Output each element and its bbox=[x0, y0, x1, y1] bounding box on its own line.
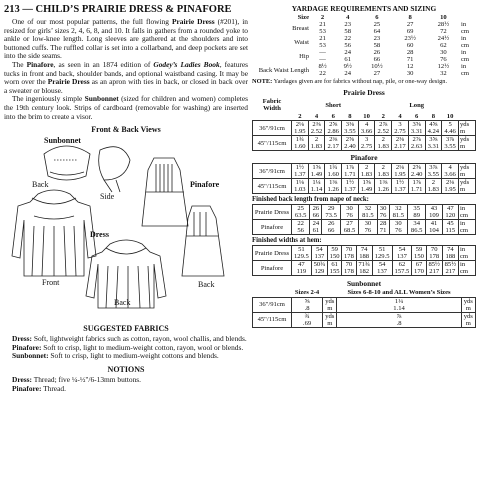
row-label: 36"/91cm bbox=[253, 121, 292, 136]
table-cell: 51 129.5 bbox=[292, 246, 312, 261]
table-row bbox=[253, 205, 476, 220]
measurement-cell: 21 53 bbox=[319, 21, 326, 36]
table-cell: 3⅞ 3.55 bbox=[442, 136, 459, 151]
size-cell: 6 bbox=[415, 112, 419, 120]
intro-paragraph-3: The ingeniously simple Sunbonnet (sized for children and women) completes the 19th century look. Strips of cardboard (removable for washing) are inserted into the brim to create a visor. bbox=[4, 94, 248, 121]
label-pinafore-back: Back bbox=[198, 280, 215, 290]
table-cell: 47 120 bbox=[442, 205, 458, 220]
intro-paragraph-1: One of our most popular patterns, the full flowing Prairie Dress (#201), in resized for girls’ sizes 2, 4, 6, 8, and 10. It falls in gathers from a rounded yoke to ankle or low-knee length. Long sleeves are gathered at the shoulders and into buttoned cuffs. The ruffled collar is set into a collarband, and deep pockets are set into the side seams. bbox=[4, 17, 248, 61]
prairie-dress-heading: Prairie Dress bbox=[343, 88, 385, 97]
table-cell: 2 1.83 bbox=[425, 179, 442, 194]
table-cell: 70 178 bbox=[342, 261, 356, 276]
table-cell: 1½ 1.37 bbox=[292, 164, 309, 179]
measurement-row bbox=[252, 49, 476, 63]
fabrics-heading: SUGGESTED FABRICS bbox=[83, 324, 169, 334]
widths-hem-heading: Finished widths at hem: bbox=[252, 237, 322, 245]
views-heading: Front & Back Views bbox=[91, 125, 161, 135]
yardage-heading: YARDAGE REQUIREMENTS AND SIZING bbox=[291, 4, 437, 13]
table-row bbox=[253, 136, 476, 151]
table-cell: 1⅞ 1.71 bbox=[342, 164, 359, 179]
table-cell: 74 188 bbox=[442, 246, 458, 261]
table-cell: 4⅝ 4.24 bbox=[425, 121, 442, 136]
unit-cell: yds m bbox=[459, 179, 476, 194]
measurement-cell: 8½ 22 bbox=[318, 63, 327, 78]
table-cell: 22 56 bbox=[292, 220, 310, 235]
table-cell: 34 86.5 bbox=[408, 220, 426, 235]
table-cell: 32 81.5 bbox=[389, 205, 407, 220]
row-label: Prairie Dress bbox=[253, 246, 292, 261]
table-cell: 28 71 bbox=[377, 220, 389, 235]
pattern-title: 213 — CHILD’S PRAIRIE DRESS & PINAFORE bbox=[4, 4, 232, 15]
unit-cell: in cm bbox=[459, 205, 476, 220]
size-cell: 4 bbox=[398, 112, 402, 120]
table-row bbox=[253, 121, 476, 136]
unit-cell: yds m bbox=[323, 297, 337, 312]
size-label: Size bbox=[297, 14, 309, 21]
table-cell: 2⅜ 2.17 bbox=[392, 136, 409, 151]
table-cell: 1½ 1.37 bbox=[342, 179, 359, 194]
table-cell: 2⅞ 2.63 bbox=[408, 136, 425, 151]
size-cell: 10 bbox=[440, 14, 447, 21]
table-cell: 25 63.5 bbox=[292, 205, 310, 220]
size-cell: 8 bbox=[431, 112, 435, 120]
table-cell: 4 3.66 bbox=[442, 164, 459, 179]
measurement-cell: 27 69 bbox=[406, 21, 414, 36]
measurement-cell: 10½ 27 bbox=[371, 63, 383, 78]
sunbonnet-row bbox=[253, 312, 476, 327]
table-cell: 59 150 bbox=[412, 246, 426, 261]
measurement-name: Waist bbox=[294, 38, 309, 46]
table-cell: 3⅞ 3.55 bbox=[425, 164, 442, 179]
table-cell: 2⅛ 1.95 bbox=[392, 164, 409, 179]
label-dress-front: Front bbox=[42, 278, 60, 288]
measurement-cell: — — bbox=[319, 49, 326, 64]
table-cell: 59 150 bbox=[327, 246, 341, 261]
measurement-cell: 23½ 60 bbox=[404, 35, 416, 50]
label-dress-back: Back bbox=[114, 298, 131, 308]
unit-cell: yds m bbox=[459, 136, 476, 151]
size-cell: 4 bbox=[346, 14, 350, 21]
table-cell: 24 61 bbox=[310, 220, 322, 235]
label-sunbonnet-side: Side bbox=[100, 192, 115, 202]
measurement-cell: 28½ 72 bbox=[437, 21, 450, 36]
table-cell: 2⅝ 2.86 bbox=[325, 121, 342, 136]
table-cell: ⅝ .8 bbox=[292, 297, 323, 312]
measurement-cell: 23 58 bbox=[344, 21, 351, 36]
notions-heading: NOTIONS bbox=[107, 364, 145, 374]
row-label: Pinafore bbox=[253, 261, 292, 276]
table-cell: 29 73.5 bbox=[322, 205, 340, 220]
pinafore-heading: Pinafore bbox=[350, 153, 378, 163]
table-cell: 71¾ 182 bbox=[356, 261, 372, 276]
table-cell: 1⅝ 1.49 bbox=[358, 179, 375, 194]
row-label: 36"/91cm bbox=[253, 164, 292, 179]
measurement-row bbox=[252, 35, 476, 49]
table-cell: 30 76 bbox=[389, 220, 407, 235]
table-cell: 2⅞ 2.52 bbox=[375, 121, 392, 136]
pinafore-table bbox=[252, 163, 476, 194]
unit-cell: in cm bbox=[461, 35, 470, 50]
table-cell: 2 1.83 bbox=[308, 136, 325, 151]
measurement-cell: 22 56 bbox=[344, 35, 351, 50]
table-cell: 35 89 bbox=[408, 205, 426, 220]
measurement-cell: 9½ 24 bbox=[343, 63, 352, 78]
widths-hem-table bbox=[252, 245, 476, 276]
table-cell: 67 170 bbox=[412, 261, 426, 276]
table-cell: 30 76 bbox=[359, 220, 377, 235]
measurement-cell: 21 53 bbox=[319, 35, 326, 50]
unit-cell: in cm bbox=[461, 21, 470, 36]
size-cell: 6 bbox=[331, 112, 335, 120]
fabric-sunbonnet: Sunbonnet: Soft to crisp, light to medium-weight cottons and blends. bbox=[12, 351, 219, 361]
measurement-cell: 24½ 62 bbox=[437, 35, 450, 50]
table-cell: ¾ .69 bbox=[292, 312, 323, 327]
table-cell: 54 137 bbox=[311, 246, 327, 261]
table-cell: 1⅞ 1.71 bbox=[408, 179, 425, 194]
table-cell: 3⅝ 3.31 bbox=[425, 136, 442, 151]
table-cell: 61 155 bbox=[327, 261, 341, 276]
measurement-row bbox=[252, 63, 476, 77]
row-label: 36"/91cm bbox=[253, 297, 292, 312]
unit-cell: in cm bbox=[459, 246, 476, 261]
table-cell: 1⅜ 1.26 bbox=[375, 179, 392, 194]
left-column bbox=[4, 4, 248, 476]
table-cell: 4 3.66 bbox=[358, 121, 375, 136]
yardage-note: NOTE: Yardages given are for fabrics without nap, pile, or one-way design. bbox=[252, 78, 448, 86]
sunbonnet-col2: Sizes 6-8-10 and ALL Women’s Sizes bbox=[347, 289, 451, 297]
table-cell: 54 137 bbox=[392, 246, 412, 261]
table-cell: 2⅝ 2.40 bbox=[342, 136, 359, 151]
fabric-dress: Dress: Soft, lightweight fabrics such as cotton, rayon, wool challis, and blends. bbox=[12, 334, 247, 344]
unit-cell: in cm bbox=[459, 220, 476, 235]
table-cell: 1¾ 1.60 bbox=[325, 164, 342, 179]
unit-cell: yds m bbox=[459, 164, 476, 179]
measurement-name: Hip bbox=[299, 52, 309, 60]
unit-cell: in cm bbox=[461, 63, 470, 78]
size-cell: 8 bbox=[408, 14, 412, 21]
table-row bbox=[253, 261, 476, 276]
table-cell: 26 66 bbox=[310, 205, 322, 220]
measurement-cell: 12 30 bbox=[406, 63, 414, 78]
table-cell: 51 129.5 bbox=[372, 246, 392, 261]
measurement-cell: 26 66 bbox=[373, 49, 381, 64]
fabric-width-label: Fabric Width bbox=[262, 98, 282, 113]
table-cell: 2⅛ 1.95 bbox=[292, 121, 309, 136]
measurement-cell: 28 71 bbox=[406, 49, 414, 64]
fabric-pinafore: Pinafore: Soft to crisp, light to medium-weight cotton, rayon, wool or blends. bbox=[12, 342, 244, 352]
table-cell: 74 188 bbox=[356, 246, 372, 261]
unit-cell: yds m bbox=[461, 297, 475, 312]
long-label: Long bbox=[409, 101, 425, 109]
size-header-row bbox=[252, 14, 476, 21]
table-cell: 1⅝ 1.49 bbox=[308, 164, 325, 179]
garment-illustrations bbox=[4, 136, 248, 312]
table-cell: 1¼ 1.14 bbox=[337, 297, 461, 312]
measurement-cell: 30 76 bbox=[440, 49, 447, 64]
sunbonnet-col1: Sizes 2-4 bbox=[294, 289, 320, 297]
table-row bbox=[253, 220, 476, 235]
unit-cell: in cm bbox=[461, 49, 470, 64]
table-cell: 45 115 bbox=[442, 220, 458, 235]
table-cell: 85½ 217 bbox=[426, 261, 442, 276]
label-pinafore: Pinafore bbox=[190, 180, 220, 190]
table-cell: 54 137 bbox=[372, 261, 392, 276]
measurement-name: Back Waist Length bbox=[258, 66, 309, 74]
notion-pinafore: Pinafore: Thread. bbox=[12, 383, 66, 393]
table-cell: 43 109 bbox=[426, 205, 442, 220]
notion-dress: Dress: Thread; five ¼-½"/6-13mm buttons. bbox=[12, 374, 141, 384]
size-cell: 6 bbox=[375, 14, 379, 21]
sunbonnet-side-drawing bbox=[99, 147, 130, 180]
size-cell: 2 bbox=[298, 112, 302, 120]
prairie-dress-table bbox=[252, 98, 476, 151]
measurement-row bbox=[252, 21, 476, 35]
unit-cell: in cm bbox=[459, 261, 476, 276]
table-cell: 41 104 bbox=[426, 220, 442, 235]
table-cell: 85½ 217 bbox=[442, 261, 458, 276]
sizing-table bbox=[252, 14, 476, 77]
table-cell: 1¾ 1.60 bbox=[292, 136, 309, 151]
table-cell: 1⅛ 1.03 bbox=[292, 179, 309, 194]
table-cell: 30 76 bbox=[377, 205, 389, 220]
table-cell: 3⅜ 3.55 bbox=[342, 121, 359, 136]
table-cell: 3⅝ 3.31 bbox=[408, 121, 425, 136]
sunbonnet-table bbox=[252, 289, 476, 327]
size-cell: 2 bbox=[381, 112, 385, 120]
size-cell: 4 bbox=[314, 112, 319, 120]
measurement-cell: 23 58 bbox=[373, 35, 381, 50]
unit-cell: yds m bbox=[461, 312, 475, 327]
sunbonnet-heading: Sunbonnet bbox=[346, 279, 382, 289]
unit-cell: yds m bbox=[459, 121, 476, 136]
row-label: Prairie Dress bbox=[253, 205, 292, 220]
back-length-heading: Finished back length from nape of neck: bbox=[252, 196, 369, 204]
size-cell: 10 bbox=[363, 112, 370, 120]
table-row bbox=[253, 246, 476, 261]
table-cell: 47 119 bbox=[292, 261, 312, 276]
table-cell: 62 157.5 bbox=[392, 261, 412, 276]
row-label: 45"/115cm bbox=[253, 312, 292, 327]
table-cell: 30 76 bbox=[340, 205, 358, 220]
table-cell: 2 1.83 bbox=[358, 164, 375, 179]
table-cell: 2 1.83 bbox=[375, 164, 392, 179]
measurement-cell: 25 64 bbox=[373, 21, 381, 36]
table-cell: 70 178 bbox=[426, 246, 442, 261]
table-cell: 32 81.5 bbox=[359, 205, 377, 220]
table-cell: 5 4.46 bbox=[442, 121, 459, 136]
table-cell: 2 1.83 bbox=[375, 136, 392, 151]
row-label: 45"/115cm bbox=[253, 179, 292, 194]
right-column bbox=[252, 4, 476, 476]
row-label: Pinafore bbox=[253, 220, 292, 235]
short-label: Short bbox=[325, 101, 342, 109]
table-cell: 3 2.75 bbox=[392, 121, 409, 136]
measurement-name: Breast bbox=[292, 24, 309, 32]
table-cell: 1½ 1.37 bbox=[392, 179, 409, 194]
label-sunbonnet: Sunbonnet bbox=[44, 136, 81, 146]
table-cell: 27 68.5 bbox=[340, 220, 358, 235]
table-cell: 3 2.75 bbox=[358, 136, 375, 151]
measurement-cell: 24 61 bbox=[344, 49, 351, 64]
table-cell: 2⅜ 2.17 bbox=[325, 136, 342, 151]
pinafore-back-drawing bbox=[182, 206, 224, 276]
sunbonnet-row bbox=[253, 297, 476, 312]
label-sunbonnet-back: Back bbox=[32, 180, 49, 190]
measurement-cell: 12½ 32 bbox=[437, 63, 450, 78]
label-dress: Dress bbox=[90, 230, 109, 240]
back-length-table bbox=[252, 204, 476, 235]
intro-paragraph-2: The Pinafore, as seen in an 1874 edition of Godey’s Ladies Book, features tucks in front and back, shoulder bands, and optional waistband casing. It may be worn over the Prairie Dress as an apron with ties in back, or closed in back over a sweater or blouse. bbox=[4, 59, 249, 95]
size-cell: 2 bbox=[320, 14, 325, 21]
size-cell: 10 bbox=[446, 112, 454, 120]
table-cell: 2⅝ 2.40 bbox=[408, 164, 425, 179]
row-label: 45"/115cm bbox=[253, 136, 292, 151]
table-cell: 2⅛ 1.95 bbox=[442, 179, 459, 194]
table-cell: 70 178 bbox=[342, 246, 356, 261]
table-row bbox=[253, 164, 476, 179]
table-cell: 2⅜ 2.52 bbox=[308, 121, 325, 136]
table-cell: 1¼ 1.14 bbox=[308, 179, 325, 194]
table-cell: ⅞ .8 bbox=[337, 312, 461, 327]
size-cell: 8 bbox=[348, 112, 352, 120]
table-row bbox=[253, 179, 476, 194]
table-cell: 1⅜ 1.26 bbox=[325, 179, 342, 194]
unit-cell: yds m bbox=[323, 312, 337, 327]
table-cell: 50¾ 129 bbox=[311, 261, 327, 276]
table-cell: 26 66 bbox=[322, 220, 340, 235]
